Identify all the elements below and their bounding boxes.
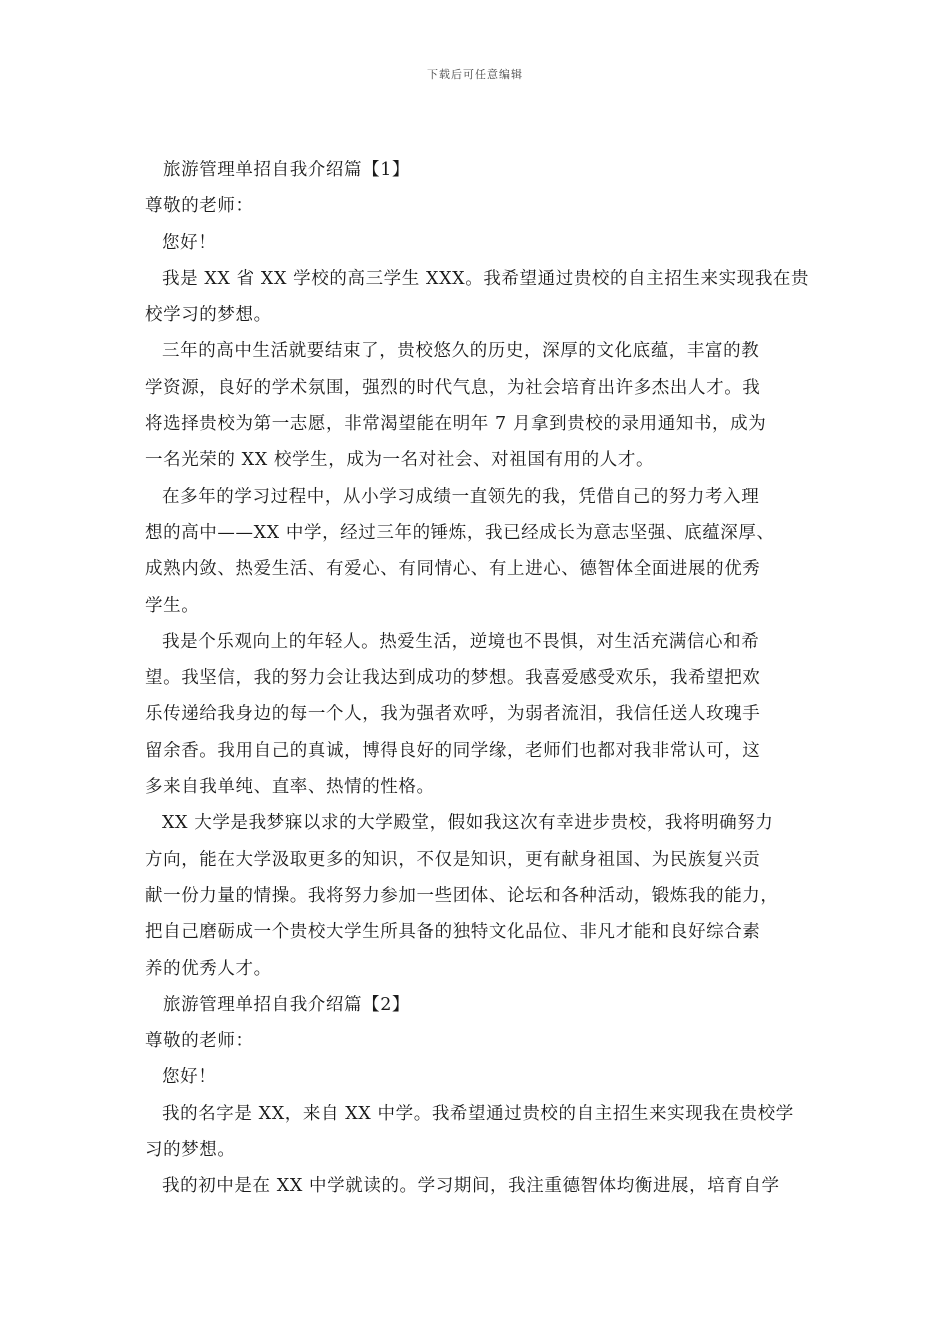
section-title: 旅游管理单招自我介绍篇【1】	[163, 160, 411, 180]
text-line: 尊敬的老师：	[145, 196, 254, 217]
text-line: 尊敬的老师：	[145, 1031, 254, 1052]
text-line: 学生。	[145, 595, 200, 616]
text-line: 三年的高中生活就要结束了，贵校悠久的历史，深厚的文化底蕴，丰富的教	[162, 341, 760, 362]
text-line: 习的梦想。	[145, 1140, 236, 1161]
text-line: 留余香。我用自己的真诚，博得良好的同学缘，老师们也都对我非常认可，这	[145, 740, 761, 761]
text-line: XX 大学是我梦寐以求的大学殿堂，假如我这次有幸进步贵校，我将明确努力	[162, 813, 774, 834]
text-line: 望。我坚信，我的努力会让我达到成功的梦想。我喜爱感受欢乐，我希望把欢	[145, 668, 761, 689]
text-line: 您好！	[162, 232, 217, 253]
text-line: 您好！	[162, 1067, 217, 1088]
text-line: 养的优秀人才。	[145, 958, 272, 979]
text-line: 将选择贵校为第一志愿，非常渴望能在明年 7 月拿到贵校的录用通知书，成为	[145, 414, 767, 435]
text-line: 我是个乐观向上的年轻人。热爱生活，逆境也不畏惧，对生活充满信心和希	[162, 631, 760, 652]
document-body	[145, 152, 815, 1205]
text-line: 学资源，良好的学术氛围，强烈的时代气息，为社会培育出许多杰出人才。我	[145, 377, 761, 398]
text-line: 多来自我单纯、直率、热情的性格。	[145, 777, 435, 798]
text-line: 我的名字是 XX，来自 XX 中学。我希望通过贵校的自主招生来实现我在贵校学	[162, 1103, 794, 1124]
page-header-note: 下载后可任意编辑	[427, 68, 523, 81]
text-line: 我的初中是在 XX 中学就读的。学习期间，我注重德智体均衡进展，培育自学	[162, 1176, 780, 1197]
text-line: 方向，能在大学汲取更多的知识，不仅是知识，更有献身祖国、为民族复兴贡	[145, 849, 761, 870]
text-line: 把自己磨砺成一个贵校大学生所具备的独特文化品位、非凡才能和良好综合素	[145, 922, 761, 943]
text-line: 一名光荣的 XX 校学生，成为一名对社会、对祖国有用的人才。	[145, 450, 655, 471]
text-line: 成熟内敛、热爱生活、有爱心、有同情心、有上进心、德智体全面进展的优秀	[145, 559, 761, 580]
text-line: 乐传递给我身边的每一个人，我为强者欢呼，为弱者流泪，我信任送人玫瑰手	[145, 704, 761, 725]
text-line: 我是 XX 省 XX 学校的高三学生 XXX。我希望通过贵校的自主招生来实现我在贵	[162, 268, 810, 289]
text-line: 献一份力量的情操。我将努力参加一些团体、论坛和各种活动，锻炼我的能力，	[145, 885, 779, 906]
section-title: 旅游管理单招自我介绍篇【2】	[163, 994, 411, 1015]
text-line: 想的高中——XX 中学，经过三年的锤炼，我已经成长为意志坚强、底蕴深厚、	[145, 522, 775, 543]
text-line: 在多年的学习过程中，从小学习成绩一直领先的我，凭借自己的努力考入理	[162, 486, 760, 507]
text-line: 校学习的梦想。	[145, 305, 272, 326]
